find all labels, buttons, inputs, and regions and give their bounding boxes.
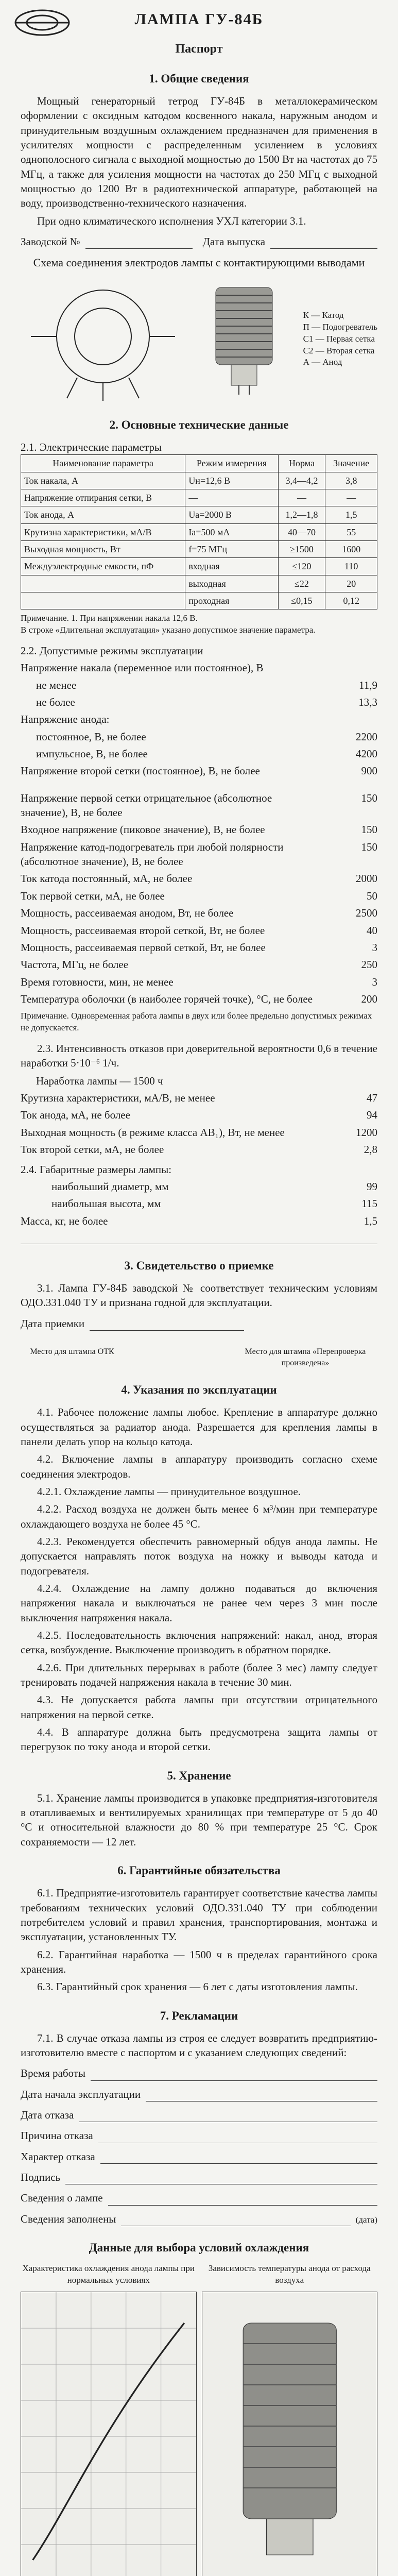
claim-field[interactable]: [65, 2175, 377, 2184]
section-8-heading: Данные для выбора условий охлаждения: [89, 2241, 309, 2255]
manufacturer-logo: [11, 7, 73, 38]
document-title: ЛАМПА ГУ-84Б: [134, 11, 264, 28]
scheme-legend: К — Катод П — Подогреватель С1 — Первая сетка С2 — Вторая сетка А — Анод: [303, 310, 377, 367]
warranty-paragraph: 6.1. Предприятие-изготовитель гарантирует соответствие качества лампы требованиям технических условий ОДО.331.040 ТУ при соблюдении потребителем условий и правил хранения, транспортирования, монтажа и эксплуатации, установленных ТУ.: [21, 1887, 377, 1943]
graph-1-curve: [21, 2292, 196, 2576]
acceptance-date-row: [21, 1316, 377, 1331]
instruction-paragraph: 4.2.3. Рекомендуется обеспечить равномерный обдув анода лампы. Не допускается направлять поток воздуха на ножку и выводы катода и подогревателя.: [21, 1535, 377, 1577]
limit-row: Напряжение накала (переменное или постоянное), В: [21, 662, 264, 674]
limit-row: Температура оболочки (в наиболее горячей точке), °С, не более 200: [21, 992, 377, 1005]
claim-field[interactable]: [146, 2092, 377, 2102]
warranty-paragraph: 6.2. Гарантийная наработка — 1500 ч в пределах гарантийного срока хранения.: [21, 1948, 377, 1975]
factory-number-row: [21, 234, 377, 249]
limit-row: Ток первой сетки, мА, не более 50: [21, 889, 377, 902]
limit-row: Мощность, рассеиваемая первой сеткой, Вт, не более 3: [21, 941, 377, 954]
table-row: Напряжение отпирания сетки, В — — —: [21, 489, 377, 506]
life-row: Ток анода, мА, не более 94: [21, 1109, 377, 1122]
graph-1: Характеристика охлаждения анода лампы при нормальных условиях: [21, 2263, 197, 2576]
warranty-paragraph: 6.3. Гарантийный срок хранения — 6 лет с даты изготовления лампы.: [37, 1980, 358, 1993]
section-2-heading: 2. Основные технические данные: [109, 418, 289, 432]
section-7-heading: 7. Рекламации: [160, 2009, 238, 2022]
graph-2-tube: [202, 2292, 377, 2576]
graph-2: Зависимость температуры анода от расхода воздуха: [202, 2263, 378, 2576]
release-date-label: Дата выпуска: [202, 235, 266, 248]
table-row: выходная ≤22 20: [21, 575, 377, 592]
claims-text: 7.1. В случае отказа лампы из строя ее следует возвратить предприятию-изготовителю вместе с паспортом и с указанием следующих сведений:: [21, 2031, 377, 2059]
instruction-paragraph: 4.2.1. Охлаждение лампы — принудительное воздушное.: [37, 1485, 301, 1498]
limit-row: Ток катода постоянный, мА, не более 2000: [21, 872, 377, 885]
acceptance-date-field[interactable]: [90, 1321, 244, 1331]
scheme-title: Схема соединения электродов лампы с контактирующими выводами: [33, 256, 365, 269]
instruction-paragraph: 4.4. В аппаратуре должна быть предусмотрена защита лампы от перегрузок по току анода и второй сетки.: [21, 1726, 377, 1753]
claim-field-row: Сведения о лампе: [21, 2191, 377, 2205]
graph-1-plot: [21, 2292, 197, 2576]
table-note-1: Примечание. 1. При напряжении накала 12,6 В.: [21, 613, 198, 623]
table-row: Выходная мощность, Вт f=75 МГц ≥1500 1600: [21, 540, 377, 557]
instruction-paragraph: 4.2.6. При длительных перерывах в работе (более 3 мес) лампу следует тренировать подачей напряжения накала в течение 30 мин.: [21, 1661, 377, 1689]
acceptance-date-label: Дата приемки: [21, 1317, 85, 1330]
section-4-heading: 4. Указания по эксплуатации: [121, 1383, 277, 1397]
stamp-area: [21, 1346, 377, 1368]
climate-text: При одно климатического исполнения УХЛ категории 3.1.: [37, 214, 306, 227]
instruction-paragraph: 4.3. Не допускается работа лампы при отсутствии отрицательного напряжения на первой сетке.: [21, 1693, 377, 1721]
claim-field-row: Время работы: [21, 2066, 377, 2080]
claim-field-row: Причина отказа: [21, 2128, 377, 2143]
limits-title: 2.2. Допустимые режимы эксплуатации: [21, 645, 203, 657]
section-5-heading: 5. Хранение: [167, 1769, 231, 1782]
electrical-params-title: 2.1. Электрические параметры: [21, 441, 162, 454]
claim-field-row: Дата начала эксплуатации: [21, 2087, 377, 2102]
claim-field[interactable]: [121, 2216, 350, 2226]
instruction-paragraph: 4.2. Включение лампы в аппаратуру производить согласно схеме соединения электродов.: [21, 1453, 377, 1480]
release-date-field[interactable]: [270, 239, 377, 249]
life-row: Ток второй сетки, мА, не более 2,8: [21, 1143, 377, 1156]
claim-field[interactable]: [91, 2071, 377, 2081]
claim-field-row: Сведения заполнены (дата): [21, 2212, 377, 2226]
table-row: Крутизна характеристики, мА/В Iа=500 мА 40—70 55: [21, 523, 377, 540]
electrical-params-table: [21, 454, 377, 609]
life-row: Выходная мощность (в режиме класса АВ₁), Вт, не менее 1200: [21, 1126, 377, 1139]
claim-field-row: Характер отказа: [21, 2149, 377, 2164]
claim-field[interactable]: [100, 2154, 377, 2164]
limits-note: Примечание. Одновременная работа лампы в двух или более предельно допустимых режимах не допускается.: [21, 1011, 372, 1033]
dims-row: наибольшая высота, мм 115: [51, 1197, 377, 1210]
factory-number-field[interactable]: [85, 239, 193, 249]
graphs-area: [21, 2263, 377, 2576]
acceptance-text: 3.1. Лампа ГУ-84Б заводской № соответствует техническим условиям ОДО.331.040 ТУ и признана годной для эксплуатации.: [21, 1281, 377, 1309]
life-row: Крутизна характеристики, мА/В, не менее 47: [21, 1092, 377, 1105]
limit-row: Напряжение катод-подогреватель при любой полярности (абсолютное значение), В, не более 150: [21, 840, 377, 868]
dims-title: 2.4. Габаритные размеры лампы:: [21, 1163, 172, 1176]
graph-2-plot: [202, 2292, 378, 2576]
limit-row: Напряжение анода:: [21, 713, 110, 726]
life-row: Наработка лампы — 1500 ч: [36, 1074, 163, 1087]
factory-number-label: Заводской №: [21, 235, 80, 248]
table-row: Междуэлектродные емкости, пФ входная ≤120 110: [21, 558, 377, 575]
limit-row: Мощность, рассеиваемая второй сеткой, Вт, не более 40: [21, 924, 377, 937]
table-header-row: Наименование параметра Режим измерения Норма Значение: [21, 455, 377, 472]
table-note-2: В строке «Длительная эксплуатация» указано допустимое значение параметра.: [21, 625, 316, 635]
dims-row: Масса, кг, не более 1,5: [21, 1214, 377, 1227]
instruction-paragraph: 4.1. Рабочее положение лампы любое. Крепление в аппаратуре должно осуществляться за радиатор анода. Разрешается для крепления лампы в панели делать упор на кольцо катода.: [21, 1406, 377, 1448]
storage-text: 5.1. Хранение лампы производится в упаковке предприятия-изготовителя в отапливаемых и вентилируемых хранилищах при температуре от 5 до 40 °С и относительной влажности до 80 % при температуре 25 °С. Срок сохраняемости — 12 лет.: [21, 1791, 377, 1848]
claim-field[interactable]: [79, 2112, 377, 2122]
limit-row: импульсное, В, не более 4200: [36, 748, 377, 760]
table-row: проходная ≤0,15 0,12: [21, 592, 377, 609]
section-1-text: Мощный генераторный тетрод ГУ-84Б в металлокерамическом оформлении с оксидным катодом косвенного накала, наружным анодом и принудительным воздушным охлаждением предназначен для применения в усилителях мощности с распределенным усилением в условиях однополосного сигнала с выходной мощностью до 1500 Вт на частотах до 75 МГц, а также для усиления мощности на частотах до 250 МГц с выходной мощностью до 1200 Вт в радиотехнической аппаратуре, работающей на воду, производственно-технического назначения.: [21, 94, 377, 210]
limit-row: не более 13,3: [36, 696, 377, 709]
reliability-text: 2.3. Интенсивность отказов при доверительной вероятности 0,6 в течение наработки 5·10⁻⁶ 1/ч.: [21, 1042, 377, 1070]
document-subtitle: Паспорт: [175, 42, 223, 56]
limit-row: Частота, МГц, не более 250: [21, 958, 377, 971]
claim-field[interactable]: [98, 2133, 377, 2143]
tube-photo: [200, 282, 288, 396]
limit-row: Напряжение второй сетки (постоянное), В, не более 900: [21, 765, 377, 777]
limit-row: не менее 11,9: [36, 679, 377, 691]
scheme-area: [21, 275, 377, 403]
limit-row: Мощность, рассеиваемая анодом, Вт, не более 2500: [21, 907, 377, 920]
tube-outline-diagram: [21, 275, 185, 403]
table-row: Ток анода, А Uа=2000 В 1,2—1,8 1,5: [21, 506, 377, 523]
limit-row: Входное напряжение (пиковое значение), В, не более 150: [21, 823, 377, 836]
instruction-paragraph: 4.2.2. Расход воздуха не должен быть менее 6 м³/мин при температуре охлаждающего воздуха не более 45 °С.: [21, 1503, 377, 1530]
limit-row: Время готовности, мин, не менее 3: [21, 975, 377, 988]
recheck-stamp-place: Место для штампа «Перепроверка произведена»: [245, 1347, 366, 1367]
limit-row: Напряжение первой сетки отрицательное (абсолютное значение), В, не более 150: [21, 791, 377, 819]
dims-row: наибольший диаметр, мм 99: [51, 1180, 377, 1193]
section-1-heading: 1. Общие сведения: [149, 72, 249, 85]
section-3-heading: 3. Свидетельство о приемке: [124, 1259, 274, 1272]
instruction-paragraph: 4.2.4. Охлаждение на лампу должно подаваться до включения напряжения накала и выключаться не ранее чем через 3 мин после выключения напряжения накала.: [21, 1582, 377, 1624]
claim-field-row: Дата отказа: [21, 2108, 377, 2122]
otk-stamp-place: Место для штампа ОТК: [30, 1347, 114, 1356]
instruction-paragraph: 4.2.5. Последовательность включения напряжений: накал, анод, вторая сетка, возбуждение. Выключение производить в обратном порядке.: [21, 1629, 377, 1656]
claim-field-row: Подпись: [21, 2170, 377, 2184]
claim-field[interactable]: [108, 2196, 377, 2206]
limit-row: постоянное, В, не более 2200: [36, 730, 377, 743]
table-row: Ток накала, А Uн=12,6 В 3,4—4,2 3,8: [21, 472, 377, 489]
section-6-heading: 6. Гарантийные обязательства: [117, 1864, 281, 1877]
